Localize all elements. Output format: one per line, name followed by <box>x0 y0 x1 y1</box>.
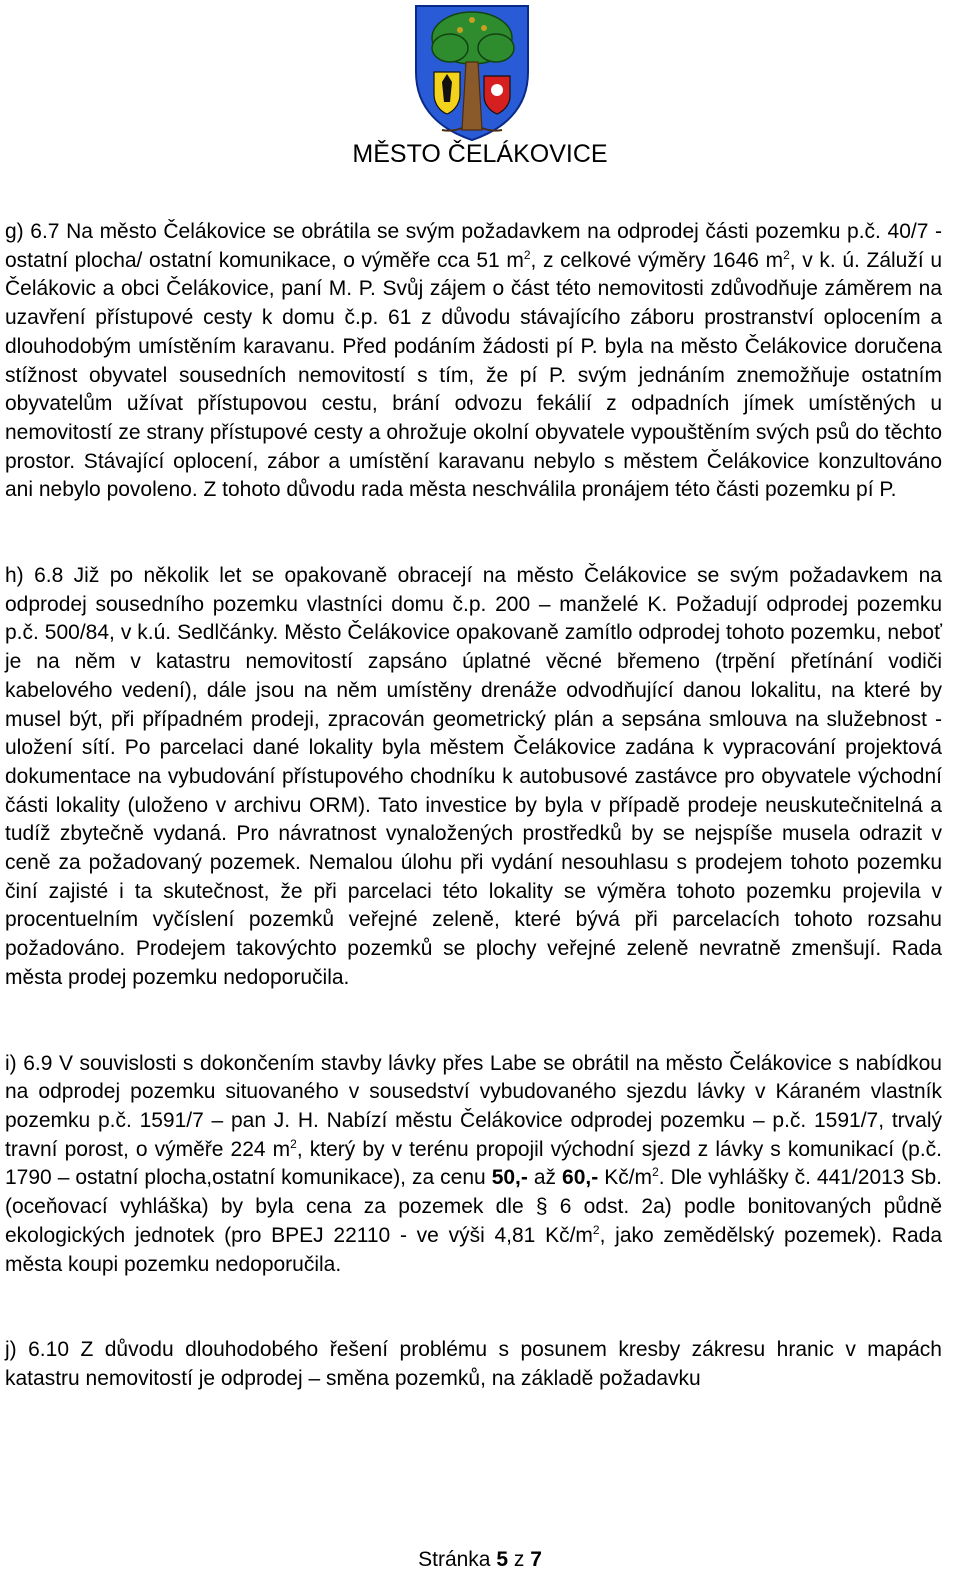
paragraph-gap <box>5 1279 942 1336</box>
page-total: 7 <box>530 1548 542 1571</box>
coat-of-arms-icon <box>412 2 532 142</box>
text-segment: h) 6.8 Již po několik let se opakovaně obracejí na město Čelákovice se svým požadavkem na odprodej sousedního pozemku vlastníci domu č.p. 200 – manželé K. Požadují odprodej pozemku p.č. 500/84, v k.ú. Sedlčánky. Město Čelákovice opakovaně zamítlo odprodej tohoto pozemku, neboť je na něm v katastru nemovitostí zapsáno úplatné věcné břemeno (trpění přetínání vodiči kabelového vedení), dále jsou na něm umístěny drenáže odvodňující danou lokalitu, na které by musel být, při případném prodeji, zpracován geometrický plán a sepsána smlouva na služebnost - uložení sítí. Po parcelaci dané lokality byla městem Čelákovice zadána k vypracování projektová dokumentace na vybudování přístupového chodníku k autobusové zastávce pro obyvatele východní části lokality (uloženo v archivu ORM). Tato investice by byla v případě prodeje neuskutečnitelná a tudíž zbytečně vydaná. Pro návratnost vynaložených prostředků by se nejspíše musela odrazit v ceně za požadovaný pozemek. Nemalou úlohu při vydání nesouhlasu s prodejem tohoto pozemku činí zajisté i ta skutečnost, že při parcelaci této lokality se výměra tohoto pozemku projevila v procentuelním vyčíslení pozemků veřejné zeleně, které bývá při parcelacích tohoto rozsahu požadováno. Prodejem takovýchto pozemků se plochy veřejné zeleně nevratně zmenšují. Rada města prodej pozemku nedoporučila. <box>5 564 942 989</box>
superscript: 2 <box>523 247 531 262</box>
document-body <box>5 218 942 1394</box>
text-segment: . Dle vyhlášky č. 441/2013 Sb. (oceňovací vyhláška) by byla cena za pozemek dle § 6 odst. 2a) podle bonitovaných půdně ekologických jednotek (pro BPEJ 22110 - ve výši 4,81 Kč/m <box>5 1166 942 1247</box>
paragraph-gap <box>5 993 942 1050</box>
paragraph-g <box>5 218 942 505</box>
superscript: 2 <box>652 1165 659 1180</box>
superscript: 2 <box>592 1222 600 1237</box>
town-name: MĚSTO ČELÁKOVICE <box>352 140 608 168</box>
price-min: 50,- <box>491 1166 528 1190</box>
page-number: 5 <box>496 1548 509 1571</box>
footer-separator: z <box>508 1548 531 1571</box>
page-footer <box>0 1548 960 1572</box>
price-max: 60,- <box>562 1166 599 1190</box>
text-segment: , v k. ú. Záluží u Čelákovic a obci Čelákovice, paní M. P. Svůj zájem o část této nemovitosti zdůvodňuje záměrem na uzavření přístupové cesty k domu č.p. 61 z důvodu stávajícího záboru prostranství oplocením a dlouhodobým umístěním karavanu. Před podáním žádosti pí P. byla na město Čelákovice doručena stížnost obyvatel sousedních nemovitostí s tím, že pí P. svým jednáním znemožňuje ostatním obyvatelům užívat přístupovou cestu, brání odvozu fekálií z odpadních jímek umístěných u nemovitostí ze strany přístupové cesty a ohrožuje okolní obyvatele vypouštěním svých psů do těchto prostor. Stávající oplocení, zábor a umístění karavanu nebylo s městem Čelákovice konzultováno ani nebylo povoleno. Z tohoto důvodu rada města neschválila pronájem této části pozemku pí P. <box>5 248 942 502</box>
text-segment: Kč/m <box>598 1166 653 1190</box>
footer-prefix: Stránka <box>418 1548 497 1571</box>
paragraph-i <box>5 1050 942 1280</box>
text-segment: , z celkové výměry 1646 m <box>530 248 784 272</box>
paragraph-j <box>5 1336 942 1393</box>
text-segment: j) 6.10 Z důvodu dlouhodobého řešení problému s posunem kresby zákresu hranic v mapách katastru nemovitostí je odprodej – směna pozemků, na základě požadavku <box>5 1338 942 1390</box>
superscript: 2 <box>290 1136 297 1151</box>
page-header <box>0 0 960 175</box>
text-segment: , jako zemědělský pozemek). Rada města koupi pozemku nedoporučila. <box>5 1223 942 1276</box>
text-segment: g) 6.7 Na město Čelákovice se obrátila se svým požadavkem na odprodej části pozemku p.č. 40/7 - ostatní plocha/ ostatní komunikace, o výměře cca 51 m <box>5 220 942 272</box>
paragraph-h <box>5 562 942 993</box>
text-segment: , který by v terénu propojil východní sjezd z lávky s komunikací (p.č. 1790 – ostatní plocha,ostatní komunikace), za cenu <box>5 1137 942 1190</box>
paragraph-gap <box>5 505 942 562</box>
text-segment: i) 6.9 V souvislosti s dokončením stavby lávky přes Labe se obrátil na město Čelákovice s nabídkou na odprodej pozemku situovaného v sousedství vybudovaného sjezdu lávky v Káraném vlastník pozemku p.č. 1591/7 – pan J. H. Nabízí městu Čelákovice odprodej pozemku – p.č. 1591/7, trvalý travní porost, o výměře 224 m <box>5 1051 942 1161</box>
text-segment: až <box>527 1166 563 1190</box>
superscript: 2 <box>783 247 790 262</box>
